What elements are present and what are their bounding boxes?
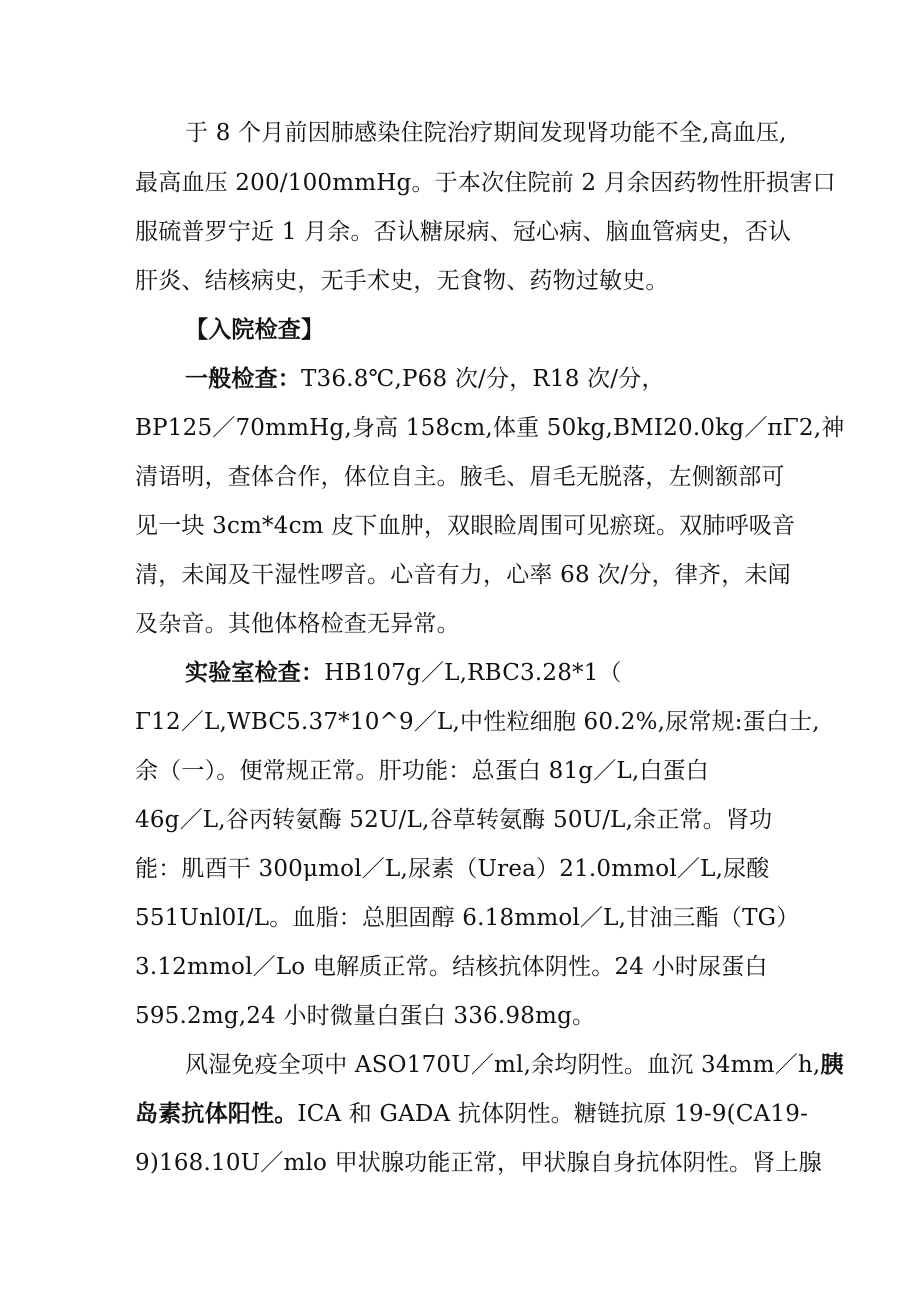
text-span: 551Unl0I/L。血脂：总胆固醇 6.18mmol／L,甘油三酯（TG）: [135, 905, 800, 931]
paragraph-line: [185, 364, 845, 394]
paragraph-line: [135, 511, 795, 541]
text-span: Γ12／L,WBC5.37*10^9／L,中性粒细胞 60.2%,尿常规:蛋白士,: [135, 709, 820, 735]
text-span: 见一块 3cm*4cm 皮下血肿，双眼睑周围可见瘀斑。双肺呼吸音: [135, 513, 796, 539]
paragraph-line: [135, 413, 845, 443]
text-span: 及杂音。其他体格检查无异常。: [135, 611, 460, 637]
text-span: 能：肌酉干 300μmol／L,尿素（Urea）21.0mmol／L,尿酸: [135, 856, 770, 882]
text-span: 风湿免疫全项中 ASO170U／ml,余均阴性。血沉 34mm／h,: [185, 1052, 821, 1078]
text-span: 清语明，查体合作，体位自主。腋毛、眉毛无脱落，左侧额部可: [135, 464, 785, 490]
section-heading: [185, 315, 845, 345]
text-span: 于 8 个月前因肺感染住院治疗期间发现肾功能不全,高血压,: [185, 120, 787, 146]
paragraph-line: [135, 1148, 822, 1178]
paragraph-line: [185, 118, 845, 148]
paragraph-line: [135, 462, 795, 492]
heading-text: 【入院检查】: [185, 316, 325, 343]
text-span: 肝炎、结核病史，无手术史，无食物、药物过敏史。: [135, 268, 669, 294]
bold-text: 胰: [820, 1051, 844, 1078]
paragraph-line: [135, 756, 795, 786]
paragraph-line: [135, 609, 795, 639]
paragraph-line: [185, 658, 845, 688]
paragraph-line: [135, 854, 795, 884]
paragraph-line: [135, 952, 795, 982]
paragraph-line: [185, 1050, 845, 1080]
text-span: 最高血压 200/100mmHg。于本次住院前 2 月余因药物性肝损害口: [135, 170, 836, 196]
text-span: 595.2mg,24 小时微量白蛋白 336.98mg。: [135, 1003, 596, 1029]
paragraph-line: [135, 805, 795, 835]
paragraph-line: [135, 903, 800, 933]
paragraph-line: [135, 266, 795, 296]
text-span: 46g／L,谷丙转氨酶 52U/L,谷草转氨酶 50U/L,余正常。肾功: [135, 807, 773, 833]
text-span: 3.12mmol／Lo 电解质正常。结核抗体阴性。24 小时尿蛋白: [135, 954, 768, 980]
label-lab-exam: 实验室检查：: [185, 659, 325, 686]
paragraph-line: [135, 1099, 809, 1129]
paragraph-line: [135, 168, 836, 198]
text-span: BP125／70mmHg,身高 158cm,体重 50kg,BMI20.0kg／πΓ2,神: [135, 415, 845, 441]
paragraph-line: [135, 217, 795, 247]
text-span: 清，未闻及干湿性啰音。心音有力，心率 68 次/分，律齐，未闻: [135, 562, 791, 588]
text-span: T36.8℃,P68 次/分，R18 次/分，: [301, 366, 665, 392]
paragraph-line: [135, 560, 795, 590]
paragraph-line: [135, 707, 820, 737]
text-span: ICA 和 GADA 抗体阴性。糖链抗原 19-9(CA19-: [297, 1101, 809, 1127]
text-span: 9)168.10U／mlo 甲状腺功能正常，甲状腺自身抗体阴性。肾上腺: [135, 1150, 822, 1176]
label-general-exam: 一般检查：: [185, 365, 301, 392]
text-span: 服硫普罗宁近 1 月余。否认糖尿病、冠心病、脑血管病史，否认: [135, 219, 792, 245]
paragraph-line: [135, 1001, 795, 1031]
text-span: HB107g／L,RBC3.28*1（: [324, 660, 622, 686]
text-span: 余（一）。便常规正常。肝功能：总蛋白 81g／L,白蛋白: [135, 758, 709, 784]
bold-text: 岛素抗体阳性。: [135, 1100, 298, 1127]
